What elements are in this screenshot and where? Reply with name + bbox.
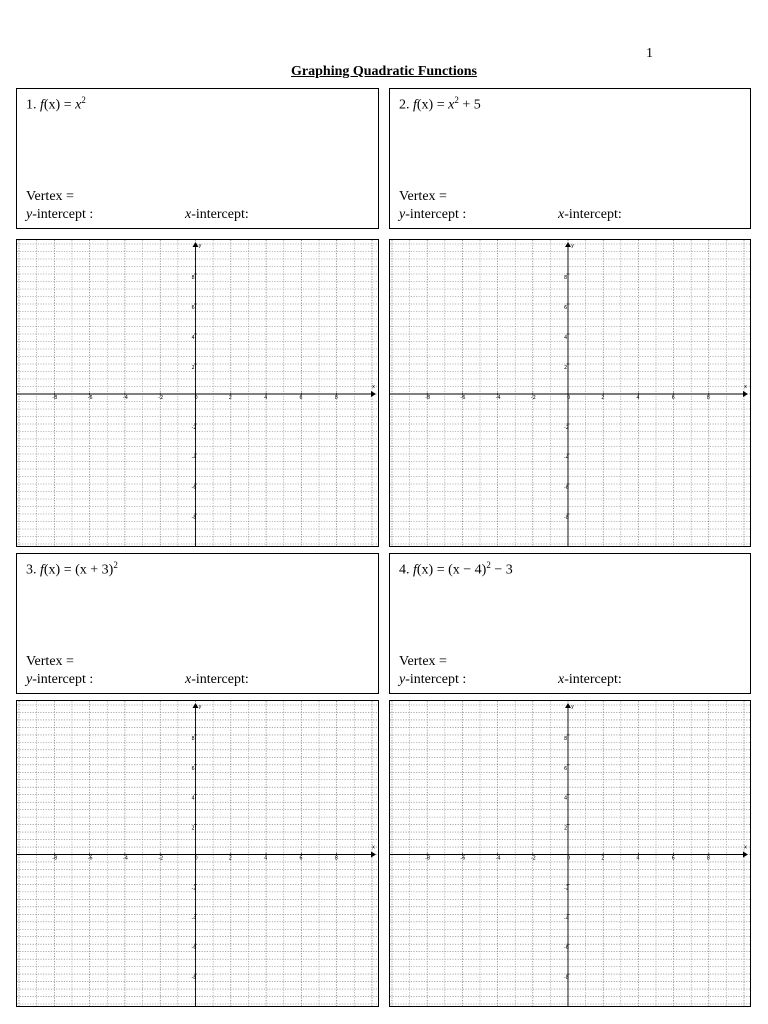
x-tick-label: 2: [601, 855, 605, 862]
y-tick-label: 2: [191, 365, 195, 371]
x-tick-label: -4: [122, 855, 128, 862]
x-axis-label: x: [372, 844, 375, 851]
problem-box-1: [16, 88, 379, 229]
x-axis-arrow-icon: [371, 391, 376, 397]
y-intercept-label: y-intercept :: [26, 672, 94, 687]
problem-box-2: [389, 88, 751, 229]
problem-box-3: [16, 553, 379, 694]
x-tick-label: -8: [425, 855, 431, 862]
y-tick-label: 8: [191, 735, 195, 742]
coordinate-plane: [390, 240, 750, 546]
x-tick-label: 0: [194, 395, 198, 401]
y-intercept-label: y-intercept :: [399, 207, 467, 222]
x-tick-label: -4: [122, 395, 128, 401]
x-tick-label: 4: [636, 395, 640, 401]
y-tick-label: -2: [191, 885, 197, 892]
x-tick-label: 2: [601, 395, 605, 401]
y-tick-label: -6: [564, 485, 569, 491]
x-tick-label: -2: [530, 855, 536, 862]
vertex-label: Vertex =: [26, 654, 74, 669]
x-axis-label: x: [744, 844, 747, 851]
x-intercept-label: x-intercept:: [185, 672, 249, 687]
x-tick-label: -2: [158, 395, 164, 401]
y-tick-label: -8: [191, 975, 197, 982]
x-tick-label: -4: [495, 855, 501, 862]
x-axis-label: x: [744, 384, 747, 390]
x-tick-label: 2: [228, 395, 232, 401]
coordinate-plane: [390, 701, 750, 1006]
y-tick-label: -8: [564, 975, 569, 982]
graph-grid-4: [389, 700, 751, 1007]
vertex-label: Vertex =: [399, 189, 447, 204]
y-tick-label: -6: [191, 485, 197, 491]
x-tick-label: 8: [706, 395, 710, 401]
y-tick-label: -4: [191, 455, 197, 461]
y-tick-label: 8: [564, 275, 568, 281]
x-tick-label: -6: [87, 855, 93, 862]
x-tick-label: -2: [158, 855, 164, 862]
x-tick-label: 0: [567, 395, 571, 401]
graph-grid-2: [389, 239, 751, 547]
y-tick-label: -6: [564, 945, 569, 952]
coordinate-plane: [17, 240, 378, 546]
y-tick-label: 4: [191, 335, 195, 341]
y-tick-label: 2: [564, 365, 568, 371]
x-axis-label: x: [372, 384, 375, 390]
y-tick-label: 2: [564, 825, 568, 832]
x-axis-arrow-icon: [743, 852, 748, 858]
x-intercept-label: x-intercept:: [185, 207, 249, 222]
coordinate-plane: [17, 701, 378, 1006]
y-tick-label: 4: [564, 335, 568, 341]
x-tick-label: -8: [425, 395, 431, 401]
problem-box-4: [389, 553, 751, 694]
x-tick-label: -8: [52, 395, 58, 401]
vertex-label: Vertex =: [399, 654, 447, 669]
y-axis-label: y: [198, 243, 202, 249]
page-number: 1: [646, 46, 653, 61]
y-tick-label: 6: [191, 765, 195, 772]
y-tick-label: 2: [191, 825, 195, 832]
y-axis-label: y: [571, 704, 574, 710]
x-tick-label: -2: [530, 395, 536, 401]
x-tick-label: 4: [636, 855, 640, 862]
y-tick-label: -2: [191, 425, 197, 431]
x-tick-label: 6: [299, 855, 303, 862]
x-tick-label: 8: [334, 395, 338, 401]
problem-equation: 4. $f(x) = (x - 4)^2 - 3$: [399, 560, 513, 578]
x-tick-label: -8: [52, 855, 58, 862]
y-tick-label: -8: [191, 515, 197, 521]
x-tick-label: -6: [460, 395, 466, 401]
problem-equation: 1. $f(x) = x^2$: [26, 95, 86, 113]
vertex-label: Vertex =: [26, 189, 74, 204]
y-tick-label: 6: [564, 765, 568, 772]
y-tick-label: -4: [564, 915, 569, 922]
x-intercept-label: x-intercept:: [558, 207, 622, 222]
x-axis-arrow-icon: [743, 391, 748, 397]
y-tick-label: -2: [564, 425, 569, 431]
x-tick-label: -6: [87, 395, 93, 401]
problem-equation: 2. $f(x) = x^2 + 5$: [399, 95, 481, 113]
x-tick-label: -4: [495, 395, 501, 401]
y-tick-label: 4: [191, 795, 195, 802]
y-tick-label: 6: [564, 305, 568, 311]
y-tick-label: 8: [191, 275, 195, 281]
problem-equation: 3. $f(x) = (x + 3)^2$: [26, 560, 118, 578]
x-axis-arrow-icon: [371, 852, 376, 858]
y-axis-label: y: [198, 704, 202, 710]
x-tick-label: 4: [264, 855, 268, 862]
x-tick-label: 0: [567, 855, 571, 862]
y-tick-label: -6: [191, 945, 197, 952]
x-tick-label: 8: [334, 855, 338, 862]
y-intercept-label: y-intercept :: [399, 672, 467, 687]
y-tick-label: -4: [564, 455, 569, 461]
y-intercept-label: y-intercept :: [26, 207, 94, 222]
y-tick-label: -8: [564, 515, 569, 521]
x-tick-label: 0: [194, 855, 198, 862]
graph-grid-3: [16, 700, 379, 1007]
y-tick-label: -2: [564, 885, 569, 892]
y-tick-label: 8: [564, 735, 568, 742]
x-tick-label: -6: [460, 855, 466, 862]
page-title: Graphing Quadratic Functions: [291, 64, 477, 79]
x-tick-label: 6: [671, 855, 675, 862]
y-tick-label: 4: [564, 795, 568, 802]
y-tick-label: 6: [191, 305, 195, 311]
y-tick-label: -4: [191, 915, 197, 922]
x-tick-label: 4: [264, 395, 268, 401]
x-tick-label: 6: [671, 395, 675, 401]
x-intercept-label: x-intercept:: [558, 672, 622, 687]
y-axis-label: y: [571, 243, 574, 249]
graph-grid-1: [16, 239, 379, 547]
x-tick-label: 6: [299, 395, 303, 401]
x-tick-label: 2: [228, 855, 232, 862]
x-tick-label: 8: [706, 855, 710, 862]
